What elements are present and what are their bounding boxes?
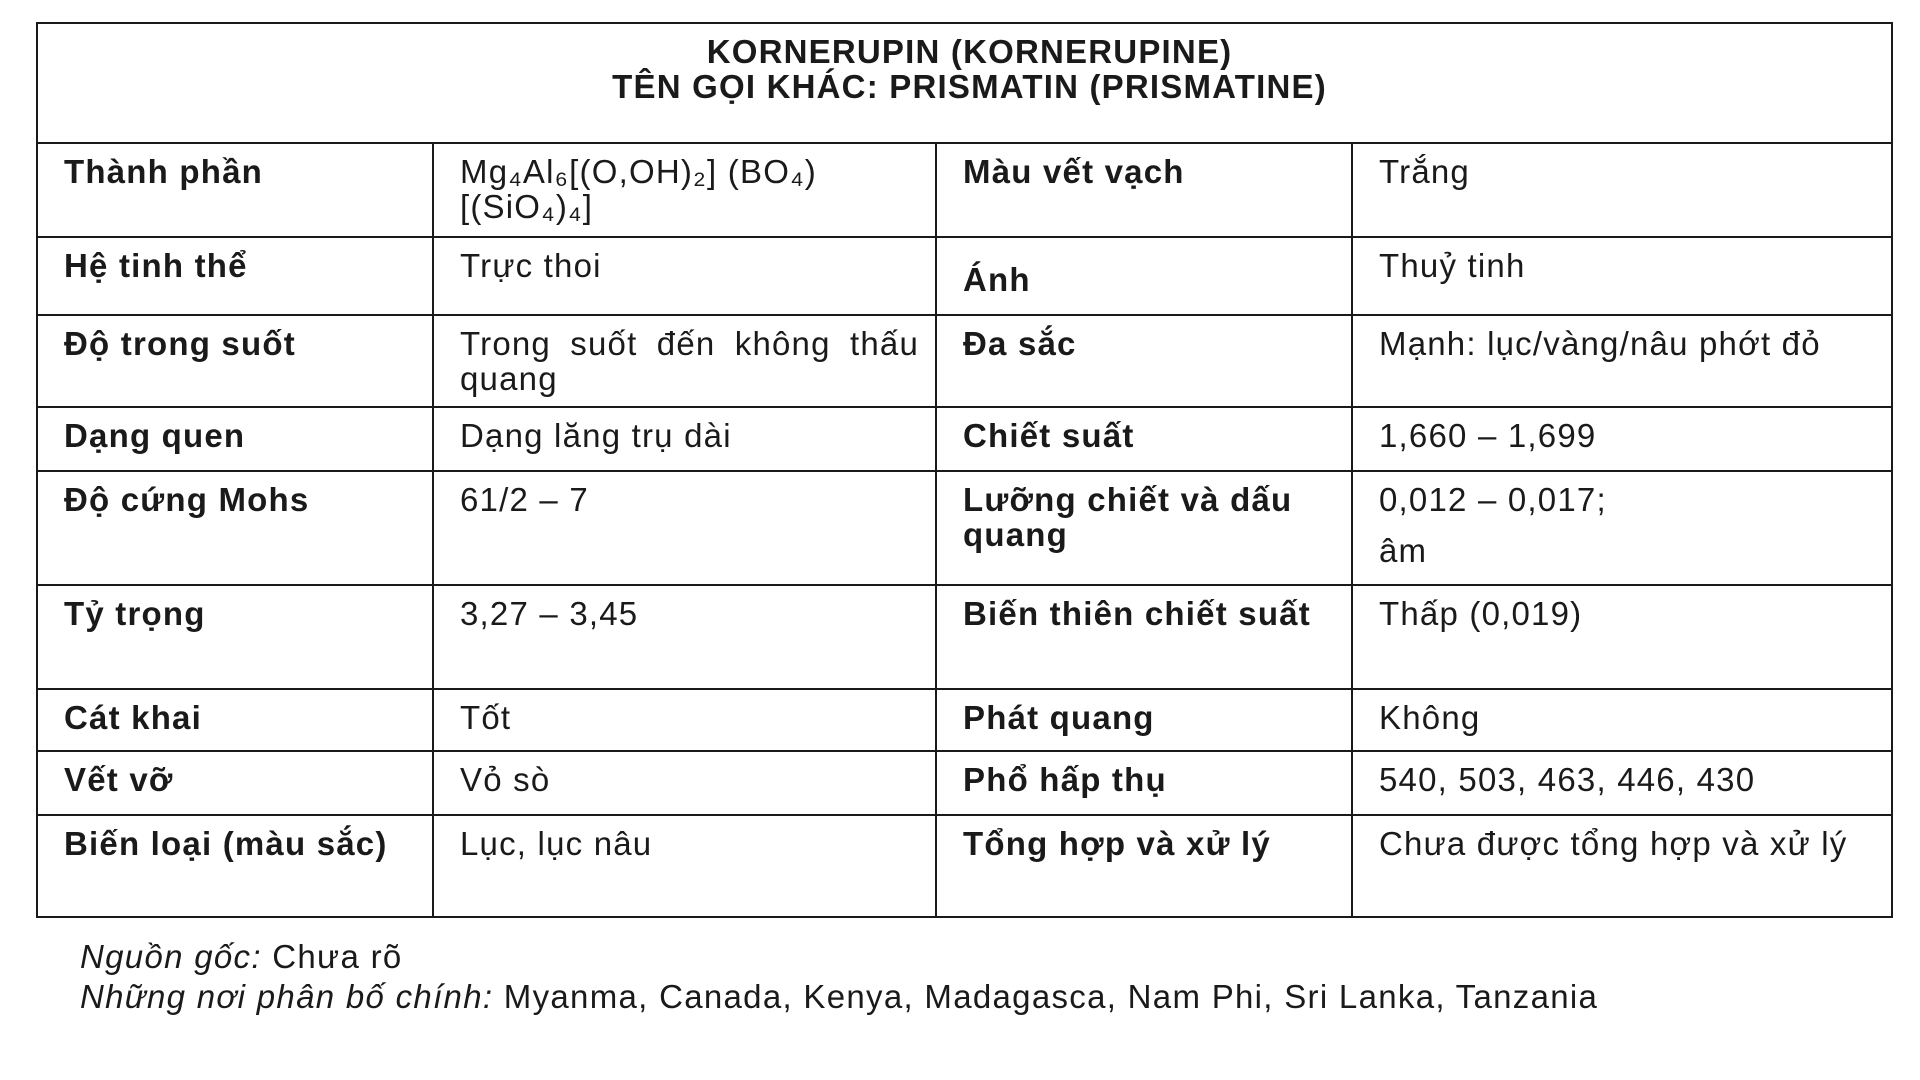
row-value: Chưa được tổng hợp và xử lý <box>1352 815 1892 917</box>
row-value: Trong suốt đến không thấu quang <box>433 315 936 407</box>
origin-value: Chưa rõ <box>272 938 403 975</box>
table-row <box>37 237 1892 315</box>
table-title <box>37 23 1892 143</box>
row-value: Lục, lục nâu <box>433 815 936 917</box>
row-value <box>1352 471 1892 585</box>
formula-text: Mg₄Al₆[(O,OH)₂] (BO₄) [(SiO₄)₄] <box>460 153 817 225</box>
distribution-note <box>80 978 1880 1016</box>
title-row <box>37 23 1892 143</box>
row-label: Biến loại (màu sắc) <box>37 815 433 917</box>
optic-sign-value: âm <box>1379 532 1428 569</box>
mineral-name: KORNERUPIN (KORNERUPINE) <box>706 33 1233 70</box>
row-label: Cát khai <box>37 689 433 751</box>
composition-formula <box>433 143 936 237</box>
row-label: Phổ hấp thụ <box>936 751 1352 815</box>
row-value: 540, 503, 463, 446, 430 <box>1352 751 1892 815</box>
row-value: Dạng lăng trụ dài <box>433 407 936 471</box>
row-label: Tỷ trọng <box>37 585 433 689</box>
row-label: Ánh <box>936 237 1352 315</box>
table-row <box>37 689 1892 751</box>
row-label: Biến thiên chiết suất <box>936 585 1352 689</box>
row-label: Phát quang <box>936 689 1352 751</box>
row-label: Độ cứng Mohs <box>37 471 433 585</box>
row-label: Đa sắc <box>936 315 1352 407</box>
row-label: Chiết suất <box>936 407 1352 471</box>
row-label: Vết vỡ <box>37 751 433 815</box>
row-label: Độ trong suốt <box>37 315 433 407</box>
row-label: Lưỡng chiết và dấu quang <box>936 471 1352 585</box>
alternative-names: TÊN GỌI KHÁC: PRISMATIN (PRISMATINE) <box>612 68 1327 105</box>
row-value: 3,27 – 3,45 <box>433 585 936 689</box>
row-label: Dạng quen <box>37 407 433 471</box>
gem-properties-table <box>36 22 1893 918</box>
table-row <box>37 315 1892 407</box>
streak-label: Màu vết vạch <box>936 143 1352 237</box>
streak-value: Trắng <box>1352 143 1892 237</box>
table-row <box>37 585 1892 689</box>
origin-note <box>80 938 1880 976</box>
row-value: Thuỷ tinh <box>1352 237 1892 315</box>
row-value: Mạnh: lục/vàng/nâu phớt đỏ <box>1352 315 1892 407</box>
row-value: Vỏ sò <box>433 751 936 815</box>
origin-label: Nguồn gốc: <box>80 938 262 975</box>
row-value: Không <box>1352 689 1892 751</box>
table-row <box>37 407 1892 471</box>
row-value: Tốt <box>433 689 936 751</box>
distribution-label: Những nơi phân bố chính: <box>80 978 494 1015</box>
distribution-value: Myanma, Canada, Kenya, Madagasca, Nam Phi, Sri Lanka, Tanzania <box>503 978 1599 1015</box>
row-label: Tổng hợp và xử lý <box>936 815 1352 917</box>
birefringence-value: 0,012 – 0,017; <box>1379 481 1607 518</box>
row-value: Trực thoi <box>433 237 936 315</box>
row-value: Thấp (0,019) <box>1352 585 1892 689</box>
table-row <box>37 471 1892 585</box>
table-row <box>37 815 1892 917</box>
table-row <box>37 143 1892 237</box>
row-value: 1,660 – 1,699 <box>1352 407 1892 471</box>
table-row <box>37 751 1892 815</box>
row-label: Hệ tinh thể <box>37 237 433 315</box>
composition-label: Thành phần <box>37 143 433 237</box>
row-value: 61/2 – 7 <box>433 471 936 585</box>
